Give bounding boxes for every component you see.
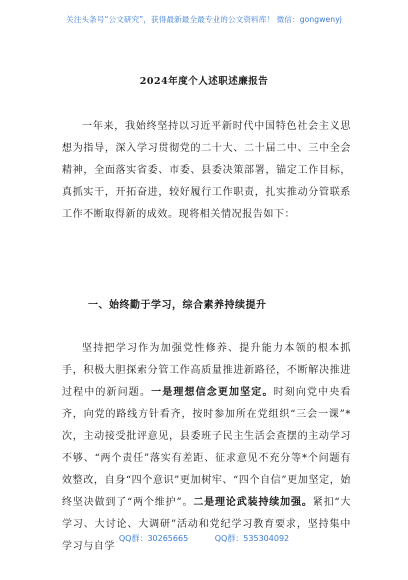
footer-qq-2: QQ群：535304092 xyxy=(214,534,290,543)
page-title: 2024年度个人述职述廉报告 xyxy=(139,76,269,87)
emphasis-2: 二是理论武装持续加强。 xyxy=(193,497,313,508)
footer-qq-1: QQ群：30265665 xyxy=(118,534,189,543)
section-text-c: 紧扣“大学习、大讨论、大调研”活动和党纪学习教育要求，坚持集中学习与自学 xyxy=(62,497,351,552)
section-text-a: 坚持把学习作为加强党性修养、提升能力本领的根本抓手，积极大胆探索分管工作高质量推进新路径，不断解决推进过程中的新问题。 xyxy=(62,343,351,398)
intro-paragraph xyxy=(62,116,351,226)
emphasis-1: 一是理想信念更加坚定。 xyxy=(151,387,274,398)
section-heading: 一、始终勤于学习，综合素养持续提升 xyxy=(88,300,267,311)
section-text-b: 时刻向党中央看齐，向党的路线方针看齐，按时参加所在党组织“三会一课”*次，主动接受批评意见，县委班子民主生活会查摆的主动学习不够、“两个责任”落实有差距、征求意见不充分等*个问题有效整改，自身“四个意识”更加树牢、“四个自信”更加坚定，始终坚决做到了“两个维护”。 xyxy=(62,387,352,508)
footer xyxy=(0,533,408,544)
section-text xyxy=(62,338,351,558)
section-paragraph xyxy=(62,338,351,558)
intro-text: 一年来，我始终坚持以习近平新时代中国特色社会主义思想为指导，深入学习贯彻党的二十大、二十届二中、三中全会精神，全面落实省委、市委、县委决策部署，锚定工作目标，真抓实干，开拓奋进，较好履行工作职责，扎实推动分管联系工作不断取得新的成效。现将相关情况报告如下： xyxy=(62,121,351,220)
header-note: 关注头条号“公文研究”，获得最新最全最专业的公文资料库！ 微信：gongwenyj xyxy=(66,15,342,24)
